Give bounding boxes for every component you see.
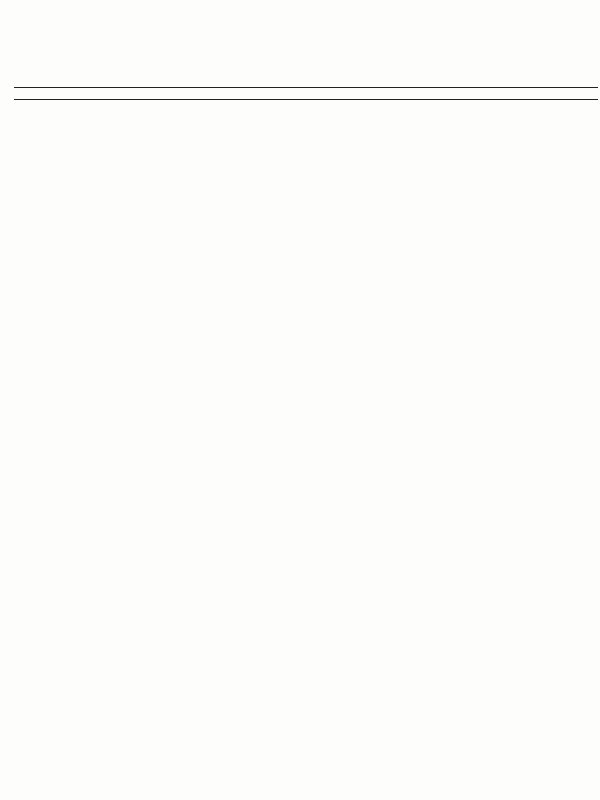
col-consignee [178,88,327,100]
col-consignment [40,88,119,100]
runsheet-table [14,87,598,100]
col-pcs [153,88,178,100]
col-remarks [327,88,369,100]
barcode [229,42,351,68]
table-header-row [14,88,598,100]
col-seal-signature [369,88,598,100]
col-weight [119,88,153,100]
col-sno [14,88,40,100]
